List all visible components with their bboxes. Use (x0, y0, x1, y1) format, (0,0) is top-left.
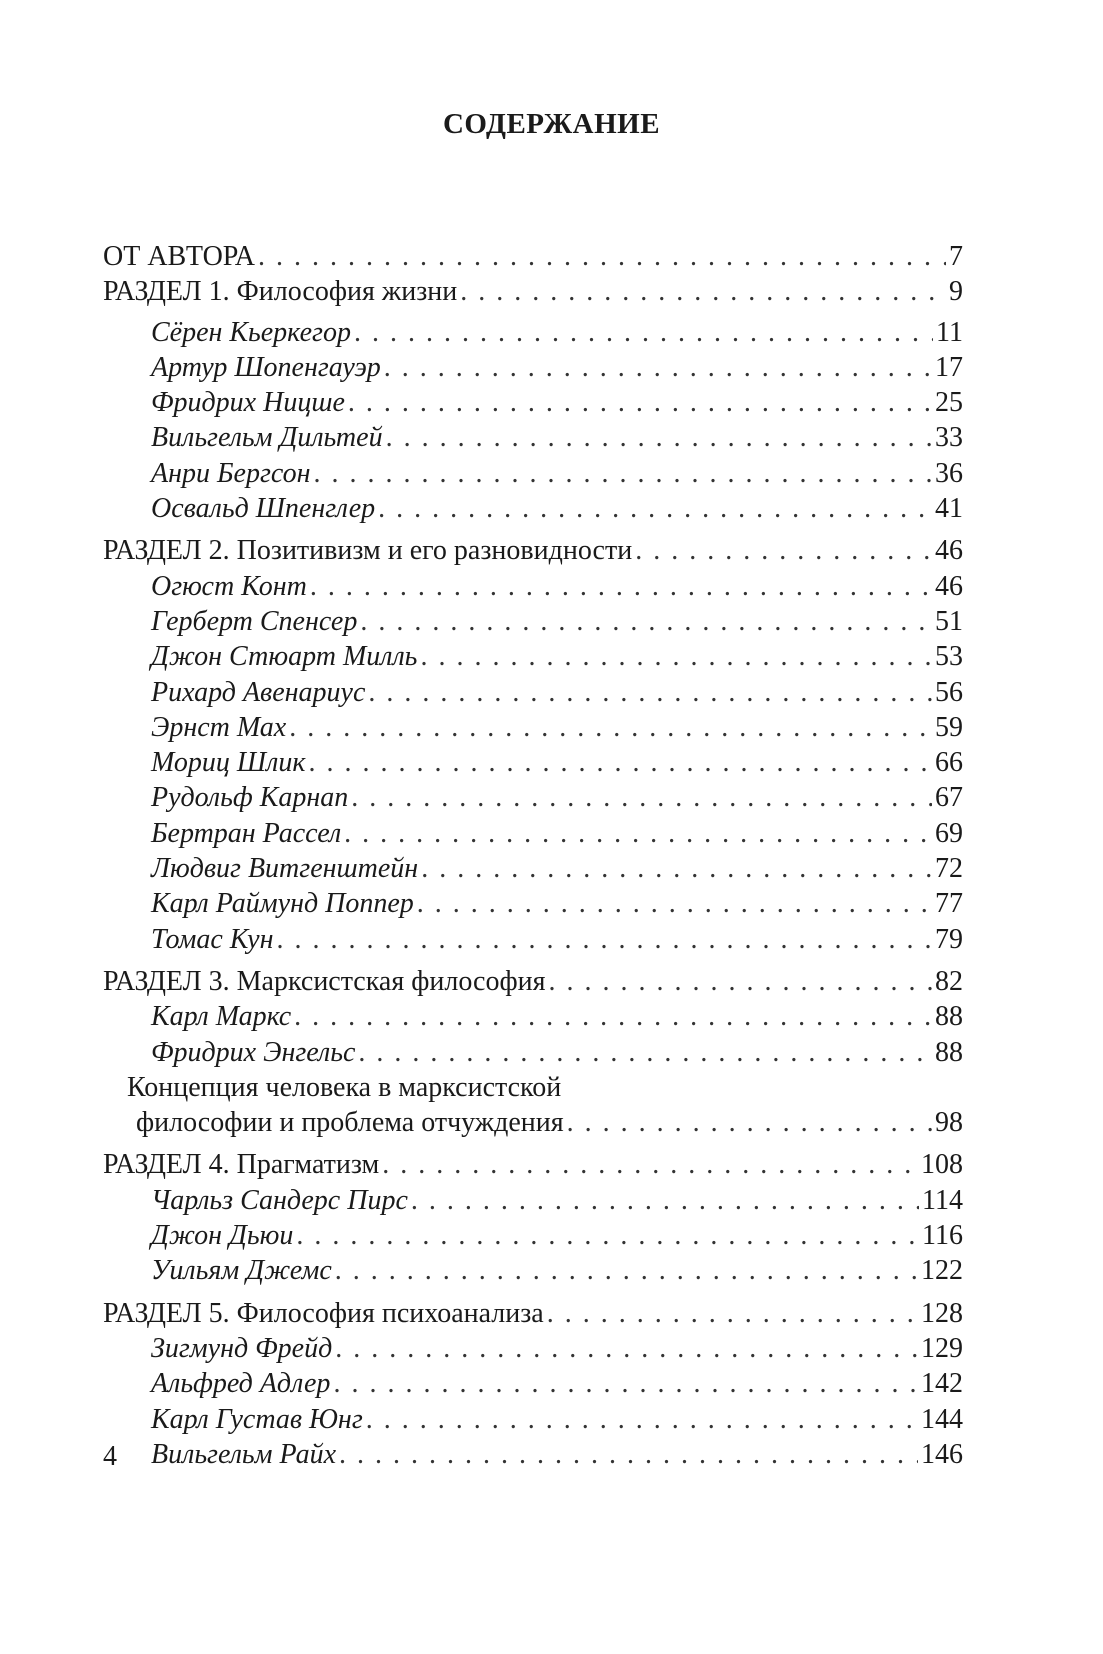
toc-page-number: 11 (936, 316, 963, 348)
toc-label: РАЗДЕЛ 2. Позитивизм и его разновидности (103, 535, 633, 567)
leader-dots (335, 1331, 918, 1366)
toc-entry-author[interactable] (103, 420, 963, 455)
toc-page-number: 144 (921, 1403, 963, 1435)
toc-page-number: 122 (921, 1255, 963, 1287)
toc-label: Людвиг Витгенштейн (151, 853, 419, 885)
toc-page-number: 7 (949, 241, 963, 272)
toc-label: РАЗДЕЛ 3. Марксистская философия (103, 965, 546, 997)
leader-dots (567, 1105, 932, 1140)
toc-label: Фридрих Энгельс (151, 1036, 356, 1068)
toc-label: Джон Стюарт Милль (151, 641, 418, 673)
leader-dots (378, 491, 932, 526)
toc-label: Зигмунд Фрейд (151, 1332, 333, 1364)
toc-page-number: 114 (922, 1184, 963, 1216)
toc-entry-author[interactable] (103, 1218, 963, 1253)
toc-label: Карл Маркс (151, 1001, 292, 1033)
toc-page-number: 41 (935, 493, 963, 525)
toc-entry-section-5[interactable] (103, 1296, 963, 1331)
toc-page-number: 67 (935, 782, 963, 814)
toc-entry-author[interactable] (103, 851, 963, 886)
leader-dots (360, 604, 932, 639)
page-title: СОДЕРЖАНИЕ (442, 108, 661, 140)
toc-label: Эрнст Мах (151, 711, 287, 743)
leader-dots (420, 639, 932, 674)
leader-dots (333, 1366, 918, 1401)
toc-entry-author[interactable] (103, 710, 963, 745)
toc-page-number: 79 (935, 923, 963, 955)
toc-entry-author[interactable] (103, 639, 963, 674)
leader-dots (368, 675, 932, 710)
toc-page-number: 59 (935, 711, 963, 743)
toc-label: Уильям Джемс (151, 1255, 332, 1287)
toc-label: РАЗДЕЛ 5. Философия психоанализа (103, 1297, 544, 1329)
toc-page-number: 98 (935, 1107, 963, 1139)
leader-dots (277, 922, 933, 957)
leader-dots (313, 456, 932, 491)
leader-dots (635, 533, 932, 568)
page-number: 4 (103, 1441, 117, 1472)
toc-page-number: 53 (935, 641, 963, 673)
toc-entry-author[interactable] (103, 604, 963, 639)
leader-dots (296, 1218, 919, 1253)
toc-entry-author[interactable] (103, 745, 963, 780)
toc-page-number: 66 (935, 747, 963, 779)
toc-label: Мориц Шлик (151, 747, 306, 779)
leader-dots (411, 1183, 919, 1218)
toc-label: Чарльз Сандерс Пирс (151, 1184, 408, 1216)
toc-page-number: 46 (935, 535, 963, 567)
toc-entry-author[interactable] (103, 385, 963, 420)
toc-entry-section-3[interactable] (103, 964, 963, 999)
toc-label: Рудольф Карнап (151, 782, 349, 814)
leader-dots (348, 385, 932, 420)
leader-dots (384, 350, 932, 385)
toc-label: Карл Густав Юнг (151, 1403, 363, 1435)
toc-entry-author[interactable] (103, 350, 963, 385)
leader-dots (548, 964, 932, 999)
toc-label: Фридрих Ницше (151, 387, 345, 419)
toc-entry-author[interactable] (103, 780, 963, 815)
toc-page-number: 17 (935, 351, 963, 383)
toc-entry-author[interactable] (103, 491, 963, 526)
leader-dots (335, 1253, 918, 1288)
toc-page-number: 25 (935, 387, 963, 419)
toc-page-number: 33 (935, 422, 963, 454)
toc-page-number: 56 (935, 676, 963, 708)
leader-dots (382, 1147, 918, 1182)
toc-label: Томас Кун (151, 923, 274, 955)
leader-dots (294, 999, 932, 1034)
toc-page-number: 36 (935, 457, 963, 489)
toc-page-number: 77 (935, 888, 963, 920)
leader-dots (366, 1402, 918, 1437)
leader-dots (358, 1035, 932, 1070)
toc-entry-author[interactable] (103, 1366, 963, 1401)
toc-label: Бертран Рассел (151, 817, 342, 849)
toc-page-number: 82 (935, 965, 963, 997)
toc-entry-author[interactable] (103, 1253, 963, 1288)
toc-page-number: 142 (921, 1368, 963, 1400)
leader-dots (289, 710, 932, 745)
leader-dots (460, 274, 946, 309)
toc-label: Освальд Шпенглер (151, 493, 376, 525)
leader-dots (354, 315, 933, 350)
leader-dots (547, 1296, 918, 1331)
leader-dots (421, 851, 932, 886)
leader-dots (344, 816, 932, 851)
toc-label: Анри Бергсон (151, 457, 311, 489)
toc-label: Вильгельм Дильтей (151, 422, 383, 454)
toc-label: Сёрен Кьеркегор (151, 316, 351, 348)
toc-page-number: 46 (935, 570, 963, 602)
toc-label: Альфред Адлер (151, 1368, 331, 1400)
toc-entry-section-2[interactable] (103, 533, 963, 568)
leader-dots (339, 1437, 918, 1472)
toc-entry-author[interactable] (103, 675, 963, 710)
toc-entry-concept-line-1[interactable] (103, 1070, 963, 1105)
toc-label: ОТ АВТОРА (103, 241, 256, 272)
toc-page-number: 116 (922, 1220, 963, 1252)
toc-label: РАЗДЕЛ 4. Прагматизм (103, 1149, 380, 1181)
toc-entry-author[interactable] (103, 456, 963, 491)
toc-entry-author[interactable] (103, 1402, 963, 1437)
toc-label: Артур Шопенгауэр (151, 351, 381, 383)
toc-page-number: 129 (921, 1332, 963, 1364)
toc-entry-author[interactable] (103, 816, 963, 851)
toc-entry-author[interactable] (103, 1035, 963, 1070)
leader-dots (258, 239, 946, 274)
toc-page-number: 69 (935, 817, 963, 849)
toc-label: Огюст Конт (151, 570, 307, 602)
table-of-contents (103, 239, 963, 1472)
toc-entry-author[interactable] (103, 999, 963, 1034)
toc-entry-section-4[interactable] (103, 1147, 963, 1182)
toc-entry-author[interactable] (103, 315, 963, 350)
toc-entry-section-1[interactable] (103, 274, 963, 309)
toc-entry-author[interactable] (103, 886, 963, 921)
toc-label: Вильгельм Райх (151, 1438, 336, 1470)
toc-page-number: 51 (935, 605, 963, 637)
leader-dots (351, 780, 932, 815)
toc-page-number: 72 (935, 853, 963, 885)
toc-entry-author[interactable] (103, 1183, 963, 1218)
toc-label: Джон Дьюи (151, 1220, 294, 1252)
toc-entry-preface[interactable] (103, 239, 963, 274)
toc-page-number: 146 (921, 1438, 963, 1470)
toc-label: Рихард Авенариус (151, 676, 366, 708)
toc-entry-author[interactable] (103, 1437, 963, 1472)
toc-entry-author[interactable] (103, 569, 963, 604)
toc-entry-author[interactable] (103, 1331, 963, 1366)
leader-dots (308, 745, 932, 780)
toc-entry-author[interactable] (103, 922, 963, 957)
toc-label: Концепция человека в марксистской (127, 1071, 562, 1103)
toc-page-number: 88 (935, 1036, 963, 1068)
toc-label: РАЗДЕЛ 1. Философия жизни (103, 276, 458, 308)
toc-page-number: 9 (949, 276, 963, 308)
leader-dots (310, 569, 932, 604)
toc-label: философии и проблема отчуждения (136, 1107, 564, 1139)
toc-label: Карл Раймунд Поппер (151, 888, 414, 920)
toc-page-number: 108 (921, 1149, 963, 1181)
leader-dots (386, 420, 932, 455)
toc-label: Герберт Спенсер (151, 605, 358, 637)
toc-page-number: 128 (921, 1297, 963, 1329)
leader-dots (417, 886, 932, 921)
toc-entry-concept-line-2[interactable] (103, 1105, 963, 1140)
toc-page-number: 88 (935, 1001, 963, 1033)
